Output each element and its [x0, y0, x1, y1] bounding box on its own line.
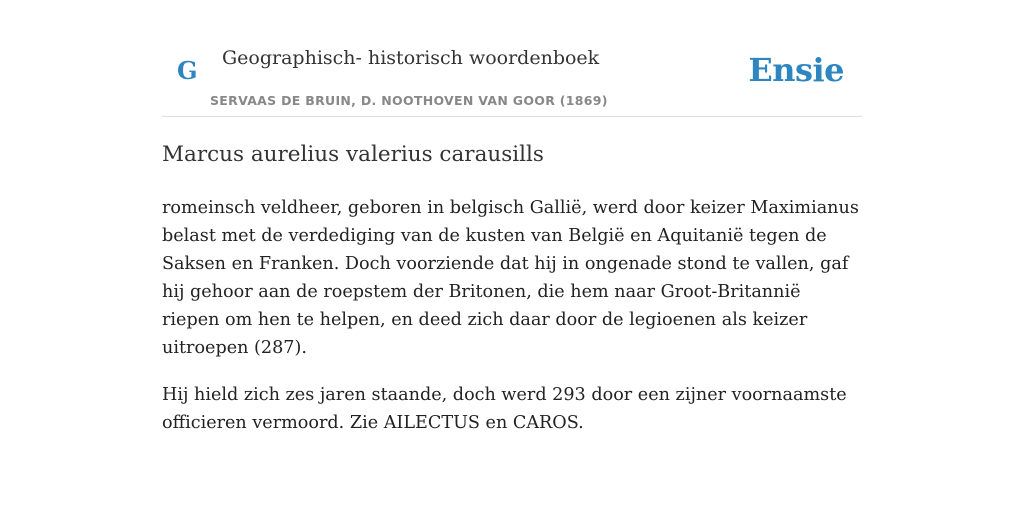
entry-title: Marcus aurelius valerius carausills — [162, 142, 544, 167]
entry-paragraph: romeinsch veldheer, geboren in belgisch Gallië, werd door keizer Maximianus belast met de verdediging van de kusten van België en Aquitanië tegen de Saksen en Franken. Doch voorziende dat hij in ongenade stond te vallen, gaf hij gehoor aan de roepstem der Britonen, die hem naar Groot-Britannië riepen om hen te helpen, en deed zich daar door de legioenen als keizer uitroepen (287). — [162, 198, 859, 358]
ensie-logo-link[interactable]: Ensie — [748, 51, 844, 89]
dictionary-logo-icon[interactable]: G — [177, 56, 198, 85]
dictionary-title-link[interactable]: Geographisch- historisch woordenboek — [222, 47, 600, 69]
dictionary-authors: SERVAAS DE BRUIN, D. NOOTHOVEN VAN GOOR (1869) — [210, 93, 608, 108]
entry-paragraph: Hij hield zich zes jaren staande, doch werd 293 door een zijner voornaamste officieren vermoord. Zie AILECTUS en CAROS. — [162, 385, 847, 433]
entry-content — [162, 136, 862, 456]
dictionary-header — [162, 36, 862, 117]
